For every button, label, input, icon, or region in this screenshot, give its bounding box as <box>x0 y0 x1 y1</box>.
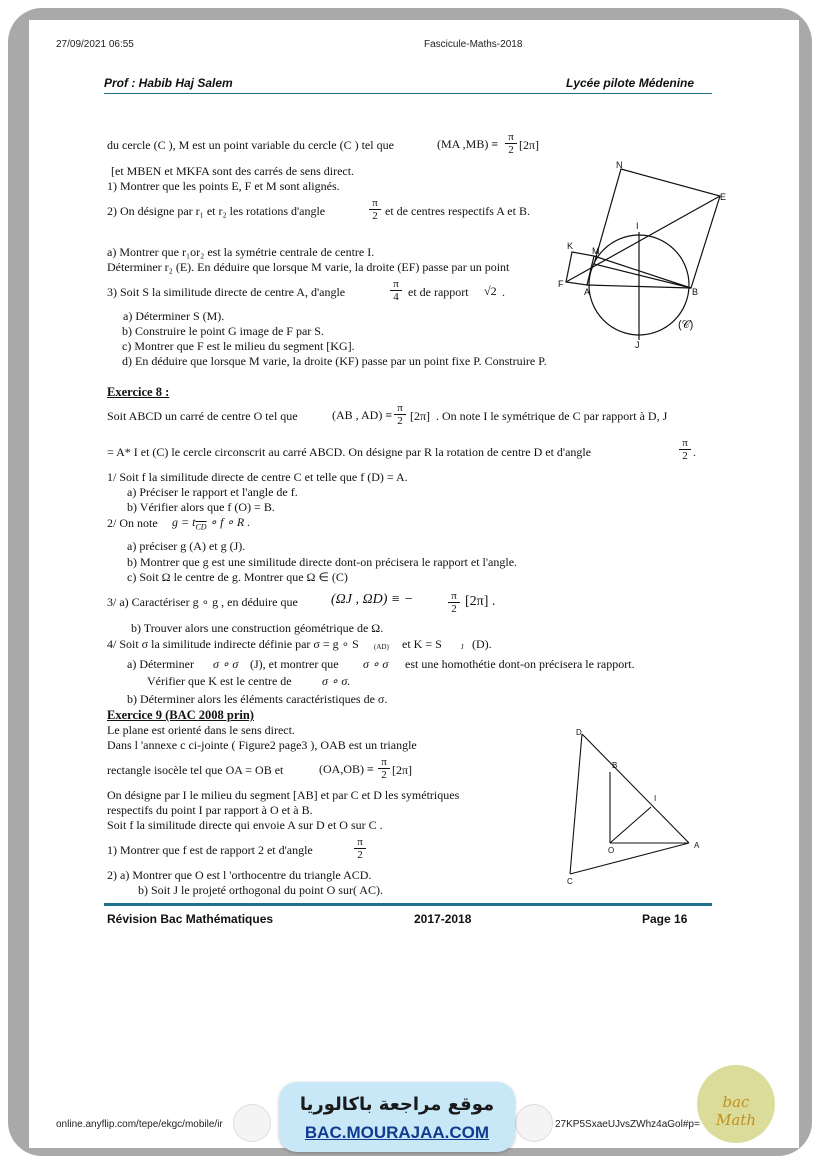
text-line: 2/ On note <box>107 516 158 530</box>
text-line: b) Déterminer alors les éléments caractéristiques de σ. <box>127 692 388 706</box>
subscript-ad: (AD) <box>374 643 389 651</box>
fraction-pi-2: π 2 <box>679 437 691 462</box>
text-line: Soit f la similitude directe qui envoie A sur D et O sur C . <box>107 818 383 832</box>
print-url-right: 27KP5SxaeUJvsZWhz4aGol#p= <box>555 1119 700 1130</box>
text-line: . On note I le symétrique de C par rapport à D, J <box>436 409 668 423</box>
text-line: b) Vérifier alors que f (O) = B. <box>127 500 275 514</box>
label-n: N <box>616 160 623 170</box>
text-line: Soit ABCD un carré de centre O tel que <box>107 409 298 423</box>
text-line: c) Montrer que F est le milieu du segment [KG]. <box>122 339 355 353</box>
text-line: du cercle (C ), M est un point variable du cercle (C ) tel que <box>107 138 394 152</box>
text-line: a) Préciser le rapport et l'angle de f. <box>127 485 298 499</box>
text-line: = A* I et (C) le cercle circonscrit au carré ABCD. On désigne par R la rotation de centre D et d'angle <box>107 445 592 459</box>
fraction-pi-2: π 2 <box>354 836 366 861</box>
text-line: c) Soit Ω le centre de g. Montrer que Ω ∈ (C) <box>127 570 348 584</box>
label-c: C <box>567 877 573 886</box>
text-line: et de centres respectifs A et B. <box>385 204 530 218</box>
text-line: 3/ a) Caractériser g ∘ g , en déduire que <box>107 595 298 609</box>
segment-mb <box>594 256 691 288</box>
text-line: 2) On désigne par r₁ et r₂ les rotations d'angle <box>107 204 326 218</box>
mod-2pi: [2π] <box>392 763 413 777</box>
sqrt-2: √2 <box>484 284 497 298</box>
fraction-pi-4: π 4 <box>390 278 402 303</box>
school-name: Lycée pilote Médenine <box>566 76 695 90</box>
text-line: a) Déterminer <box>127 657 194 671</box>
bac-math-watermark <box>697 1065 775 1143</box>
text-line: est une homothétie dont-on précisera le rapport. <box>405 657 635 671</box>
text-line: Le plane est orienté dans le sens direct. <box>107 723 295 737</box>
formula-oj-od: (ΩJ , ΩD) ≡ − <box>331 592 414 607</box>
footer-rule <box>104 903 712 906</box>
mod-2pi: [2π] <box>410 409 431 423</box>
label-m: M <box>592 246 600 256</box>
text-line: 1) Montrer que les points E, F et M sont alignés. <box>107 179 340 193</box>
label-i: I <box>654 794 657 803</box>
segment-dc <box>570 734 582 874</box>
label-k: K <box>567 241 574 251</box>
text-line: 2) a) Montrer que O est l 'orthocentre du triangle ACD. <box>107 868 372 882</box>
label-f: F <box>558 279 564 289</box>
print-doc-title: Fascicule-Maths-2018 <box>424 39 523 50</box>
formula-oa-ob: (OA,OB) ≡ <box>319 762 374 776</box>
exercise-9-title: Exercice 9 (BAC 2008 prin) <box>107 708 254 722</box>
footer-left: Révision Bac Mathématiques <box>107 912 274 926</box>
text-line: b) Soit J le projeté orthogonal du point O sur( AC). <box>138 883 383 897</box>
text-line: a) Déterminer S (M). <box>123 309 225 323</box>
text-line: respectifs du point I par rapport à O et à B. <box>107 803 313 817</box>
segment-ca <box>570 843 689 874</box>
text-line: rectangle isocèle tel que OA = OB et <box>107 763 284 777</box>
text-line: Dans l 'annexe c ci-jointe ( Figure2 page3 ), OAB est un triangle <box>107 738 417 752</box>
label-b: B <box>692 287 699 297</box>
label-j: J <box>635 340 640 350</box>
site-logo-left <box>233 1104 271 1142</box>
text-line: 1) Montrer que f est de rapport 2 et d'angle <box>107 843 313 857</box>
formula-sigma-sigma: σ ∘ σ. <box>322 674 351 688</box>
label-b: B <box>612 761 618 770</box>
period: . <box>502 285 505 299</box>
label-a: A <box>694 841 700 850</box>
text-line: Déterminer r₂ (E). En déduire que lorsque M varie, la droite (EF) passe par un point <box>107 260 510 274</box>
label-a: A <box>584 287 591 297</box>
site-logo-right <box>515 1104 553 1142</box>
label-i: I <box>636 221 639 231</box>
text-line: (J), et montrer que <box>250 657 339 671</box>
fraction-pi-2: π 2 <box>369 197 381 222</box>
label-d: D <box>576 728 582 737</box>
segment-oi <box>610 807 651 843</box>
text-line: b) Montrer que g est une similitude directe dont-on précisera le rapport et l'angle. <box>127 555 518 569</box>
text-line: 1/ Soit f la similitude directe de centre C et telle que f (D) = A. <box>107 470 408 484</box>
text-line: d) En déduire que lorsque M varie, la droite (KF) passe par un point fixe P. Construire P. <box>122 354 547 368</box>
text-line: a) Montrer que r₁or₂ est la symétrie centrale de centre I. <box>107 245 375 259</box>
watermark-text: bac Math <box>716 1093 756 1129</box>
banner-arabic-title: موقع مراجعة باكالوريا <box>299 1094 495 1115</box>
print-url-left: online.anyflip.com/tepe/ekgc/mobile/ir <box>56 1119 223 1130</box>
text-line: [et MBEN et MKFA sont des carrés de sens direct. <box>111 164 355 178</box>
text-line: Vérifier que K est le centre de <box>147 674 292 688</box>
fraction-pi-2: π 2 <box>505 131 517 156</box>
formula-sigma-sigma: σ ∘ σ <box>363 657 389 671</box>
text-line: et K = S <box>402 637 442 651</box>
text-line: 4/ Soit σ la similitude indirecte définie par σ = g ∘ S <box>107 637 359 651</box>
formula-ma-mb: (MA ,MB) ≡ <box>437 137 499 151</box>
text-line: b) Construire le point G image de F par S. <box>122 324 324 338</box>
label-o: O <box>608 846 615 855</box>
text-line: On désigne par I le milieu du segment [AB] et par C et D les symétriques <box>107 788 460 802</box>
fraction-pi-2: π 2 <box>378 756 390 781</box>
segment-da <box>582 734 689 843</box>
formula-g: $g = t_{\overline{CD}}$ ∘ f ∘ R . <box>172 515 251 532</box>
text-line: et de rapport <box>408 285 469 299</box>
exercise-8-title: Exercice 8 : <box>107 385 170 399</box>
text-line: b) Trouver alors une construction géométrique de Ω. <box>131 621 384 635</box>
banner-site-link[interactable]: BAC.MOURAJAA.COM <box>304 1123 490 1142</box>
print-datetime: 27/09/2021 06:55 <box>56 39 134 50</box>
figure-squares-circle <box>550 158 728 358</box>
label-e: E <box>720 192 727 202</box>
header-rule <box>104 93 712 94</box>
square-mben <box>594 169 720 288</box>
subscript-j: J <box>461 643 464 651</box>
footer-center: 2017-2018 <box>414 912 472 926</box>
text-line: a) préciser g (A) et g (J). <box>127 539 246 553</box>
period: . <box>693 445 696 459</box>
text-line: 3) Soit S la similitude directe de centre A, d'angle <box>107 285 346 299</box>
text-line: (D). <box>472 637 492 651</box>
mod-2pi: [2π] <box>519 138 540 152</box>
mod-2pi: [2π] . <box>465 594 496 609</box>
footer-page-number: Page 16 <box>642 912 688 926</box>
author-name: Prof : Habib Haj Salem <box>104 76 233 90</box>
label-circle-c: (𝒞) <box>678 319 694 331</box>
formula-ab-ad: (AB , AD) ≡ <box>332 408 393 422</box>
site-banner[interactable] <box>279 1082 515 1152</box>
fraction-pi-2: π 2 <box>448 590 460 615</box>
formula-sigma-sigma: σ ∘ σ <box>213 657 239 671</box>
fraction-pi-2: π 2 <box>394 402 406 427</box>
figure-triangle <box>560 724 710 888</box>
